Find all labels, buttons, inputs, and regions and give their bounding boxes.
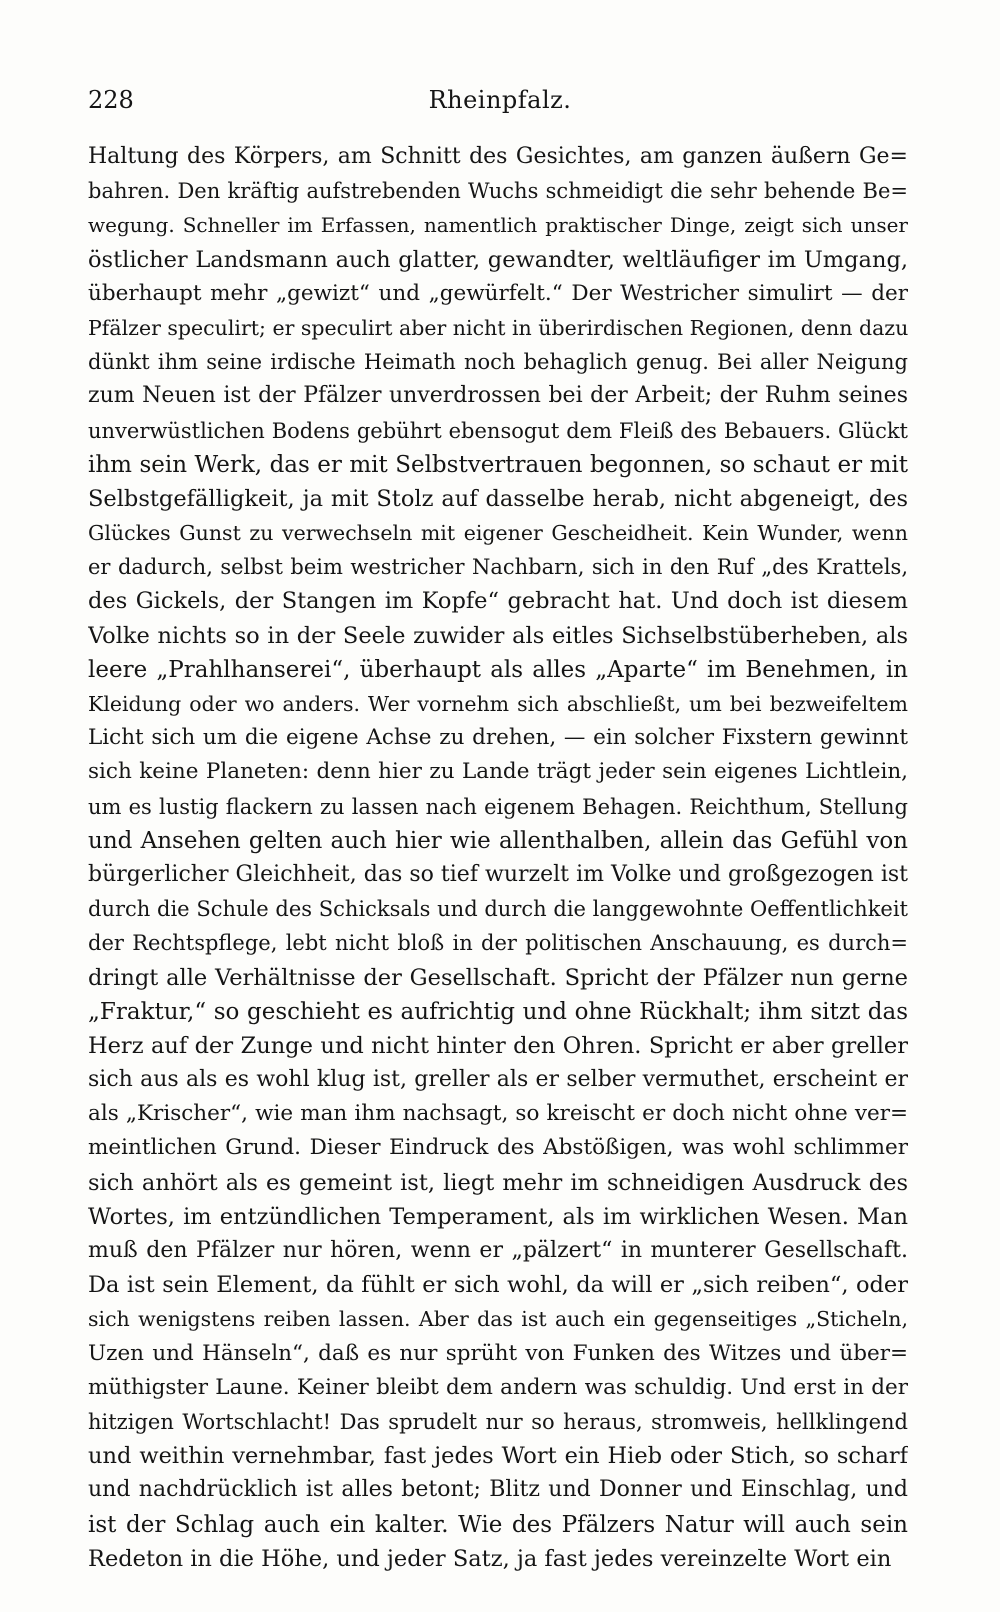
text-line: dünkt ihm seine irdische Heimath noch behaglich genug. Bei aller Neigung — [88, 350, 908, 375]
text-line: hitzigen Wortschlacht! Das sprudelt nur so heraus, stromweis, hellklingend — [88, 1409, 908, 1434]
text-line: er dadurch, selbst beim westricher Nachbarn, sich in den Ruf „des Krattels, — [88, 555, 908, 580]
text-line: Volke nichts so in der Seele zuwider als eitles Sichselbstüberheben, als — [88, 622, 908, 649]
text-line: Licht sich um die eigene Achse zu drehen, — ein solcher Fixstern gewinnt — [88, 725, 908, 751]
text-line: wegung. Schneller im Erfassen, namentlich praktischer Dinge, zeigt sich unser — [88, 213, 908, 238]
text-line: Kleidung oder wo anders. Wer vornehm sich abschließt, um bei bezweifeltem — [88, 692, 908, 716]
text-line: östlicher Landsmann auch glatter, gewandter, weltläufiger im Umgang, — [88, 246, 908, 273]
text-line: Wortes, im entzündlichen Temperament, als im wirklichen Wesen. Man — [88, 1203, 908, 1230]
page-header — [88, 86, 912, 118]
text-line: als „Krischer“, wie man ihm nachsagt, so kreischt er doch nicht ohne ver= — [88, 1101, 908, 1127]
text-line: Selbstgefälligkeit, ja mit Stolz auf dasselbe herab, nicht abgeneigt, des — [88, 485, 908, 512]
text-line: bürgerlicher Gleichheit, das so tief wurzelt im Volke und großgezogen ist — [88, 861, 908, 887]
text-line: sich wenigstens reiben lassen. Aber das ist auch ein gegenseitiges „Sticheln, — [88, 1307, 908, 1332]
text-line: des Gickels, der Stangen im Kopfe“ gebracht hat. Und doch ist diesem — [88, 588, 908, 615]
text-line: leere „Prahlhanserei“, überhaupt als alles „Aparte“ im Benehmen, in — [88, 656, 908, 683]
text-line: Da ist sein Element, da fühlt er sich wohl, da will er „sich reiben“, oder — [88, 1272, 908, 1299]
text-line: sich keine Planeten: denn hier zu Lande trägt jeder sein eigenes Lichtlein, — [88, 759, 908, 785]
text-line: und weithin vernehmbar, fast jedes Wort ein Hieb oder Stich, so scharf — [88, 1443, 908, 1470]
text-line: Glückes Gunst zu verwechseln mit eigener Gescheidheit. Kein Wunder, wenn — [88, 521, 908, 546]
text-line: Pfälzer speculirt; er speculirt aber nicht in überirdischen Regionen, denn dazu — [88, 315, 908, 340]
text-line: zum Neuen ist der Pfälzer unverdrossen bei der Arbeit; der Ruhm seines — [88, 383, 908, 409]
text-line: Haltung des Körpers, am Schnitt des Gesichtes, am ganzen äußern Ge= — [88, 144, 908, 169]
text-line: unverwüstlichen Bodens gebührt ebensogut dem Fleiß des Bebauers. Glückt — [88, 418, 908, 443]
text-line: der Rechtspflege, lebt nicht bloß in der politischen Anschauung, es durch= — [88, 931, 908, 956]
text-line: und nachdrücklich ist alles betont; Blitz und Donner und Einschlag, und — [88, 1477, 908, 1503]
text-line: ihm sein Werk, das er mit Selbstvertrauen begonnen, so schaut er mit — [88, 451, 908, 478]
text-line: Uzen und Hänseln“, daß es nur sprüht von Funken des Witzes und über= — [88, 1340, 908, 1366]
text-line: Redeton in die Höhe, und jeder Satz, ja fast jedes vereinzelte Wort ein — [88, 1545, 892, 1572]
text-line: durch die Schule des Schicksals und durch die langgewohnte Oeffentlichkeit — [88, 897, 908, 922]
text-line: dringt alle Verhältnisse der Gesellschaft. Spricht der Pfälzer nun gerne — [88, 964, 908, 991]
text-line: um es lustig flackern zu lassen nach eigenem Behagen. Reichthum, Stellung — [88, 794, 908, 819]
page-number: 228 — [88, 86, 134, 114]
text-line: überhaupt mehr „gewizt“ und „gewürfelt.“ Der Westricher simulirt — der — [88, 280, 908, 306]
text-line: müthigster Laune. Keiner bleibt dem andern was schuldig. Und erst in der — [88, 1374, 908, 1400]
running-title: Rheinpfalz. — [428, 86, 572, 114]
text-line: muß den Pfälzer nur hören, wenn er „pälzert“ in munterer Gesellschaft. — [88, 1238, 908, 1263]
text-line: „Fraktur,“ so geschieht es aufrichtig und ohne Rückhalt; ihm sitzt das — [88, 998, 908, 1025]
text-line: sich aus als es wohl klug ist, greller als er selber vermuthet, erscheint er — [88, 1067, 908, 1093]
text-line: und Ansehen gelten auch hier wie allenthalben, allein das Gefühl von — [88, 827, 908, 854]
text-line: bahren. Den kräftig aufstrebenden Wuchs schmeidigt die sehr behende Be= — [88, 179, 908, 204]
text-line: sich anhört als es gemeint ist, liegt mehr im schneidigen Ausdruck des — [88, 1169, 908, 1196]
body-text — [88, 140, 908, 1576]
text-line: ist der Schlag auch ein kalter. Wie des Pfälzers Natur will auch sein — [88, 1511, 908, 1538]
text-line: meintlichen Grund. Dieser Eindruck des Abstößigen, was wohl schlimmer — [88, 1135, 908, 1161]
text-line: Herz auf der Zunge und nicht hinter den Ohren. Spricht er aber greller — [88, 1032, 908, 1059]
